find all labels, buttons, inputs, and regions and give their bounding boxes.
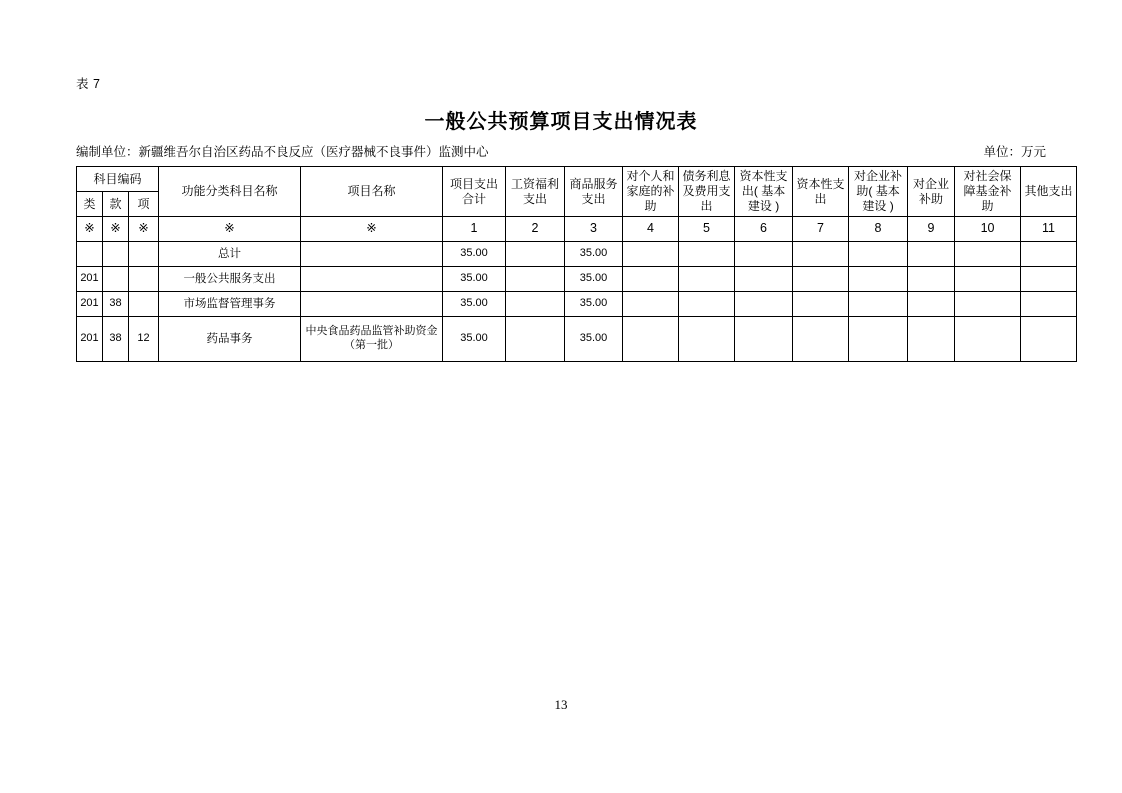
row-col-7 bbox=[793, 267, 849, 292]
page-title: 一般公共预算项目支出情况表 bbox=[424, 111, 698, 133]
row-col-4 bbox=[623, 292, 679, 317]
row-code-kuan bbox=[103, 267, 129, 292]
header-code-kuan: 款 bbox=[103, 192, 129, 217]
row-col-2 bbox=[506, 292, 565, 317]
header-col-11: 其他支出 bbox=[1021, 167, 1077, 217]
row-col-3: 35.00 bbox=[565, 242, 623, 267]
row-project-name bbox=[301, 267, 443, 292]
header-code-xiang: 项 bbox=[129, 192, 159, 217]
row-code-xiang: 12 bbox=[129, 317, 159, 362]
row-code-lei: 201 bbox=[77, 317, 103, 362]
row-col-11 bbox=[1021, 317, 1077, 362]
row-function-name: 市场监督管理事务 bbox=[159, 292, 301, 317]
header-code-lei: 类 bbox=[77, 192, 103, 217]
row-col-8 bbox=[849, 267, 908, 292]
row-code-kuan bbox=[103, 242, 129, 267]
row-col-5 bbox=[679, 267, 735, 292]
row-col-10 bbox=[955, 242, 1021, 267]
header-project-name: 项目名称 bbox=[301, 167, 443, 217]
row-col-4 bbox=[623, 317, 679, 362]
row-code-lei: 201 bbox=[77, 292, 103, 317]
row-col-7 bbox=[793, 317, 849, 362]
row-col-1: 35.00 bbox=[443, 317, 506, 362]
header-function-name: 功能分类科目名称 bbox=[159, 167, 301, 217]
row-function-name: 总计 bbox=[159, 242, 301, 267]
row-col-3: 35.00 bbox=[565, 317, 623, 362]
number-row-col-5: 5 bbox=[679, 217, 735, 242]
header-col-4: 对个人和家庭的补助 bbox=[623, 167, 679, 217]
row-col-10 bbox=[955, 317, 1021, 362]
number-row-col-10: 10 bbox=[955, 217, 1021, 242]
row-col-5 bbox=[679, 292, 735, 317]
row-code-xiang bbox=[129, 267, 159, 292]
header-col-8: 对企业补助( 基本建设 ) bbox=[849, 167, 908, 217]
number-row-project-name: ※ bbox=[301, 217, 443, 242]
row-col-9 bbox=[908, 242, 955, 267]
header-code-group: 科目编码 bbox=[77, 167, 159, 192]
row-col-4 bbox=[623, 267, 679, 292]
number-row-code-kuan: ※ bbox=[103, 217, 129, 242]
number-row-function-name: ※ bbox=[159, 217, 301, 242]
number-row-col-11: 11 bbox=[1021, 217, 1077, 242]
row-col-6 bbox=[735, 267, 793, 292]
row-col-3: 35.00 bbox=[565, 267, 623, 292]
header-col-7: 资本性支出 bbox=[793, 167, 849, 217]
table-row bbox=[77, 317, 1077, 362]
row-col-2 bbox=[506, 267, 565, 292]
row-col-6 bbox=[735, 242, 793, 267]
table-row bbox=[77, 267, 1077, 292]
number-row-col-8: 8 bbox=[849, 217, 908, 242]
row-col-6 bbox=[735, 292, 793, 317]
row-project-name bbox=[301, 292, 443, 317]
row-code-lei bbox=[77, 242, 103, 267]
number-row-col-6: 6 bbox=[735, 217, 793, 242]
number-row-col-2: 2 bbox=[506, 217, 565, 242]
row-project-name bbox=[301, 242, 443, 267]
row-col-9 bbox=[908, 317, 955, 362]
page-number: 13 bbox=[554, 697, 568, 712]
number-row-col-4: 4 bbox=[623, 217, 679, 242]
row-code-lei: 201 bbox=[77, 267, 103, 292]
number-row-col-9: 9 bbox=[908, 217, 955, 242]
row-col-2 bbox=[506, 242, 565, 267]
row-col-2 bbox=[506, 317, 565, 362]
table-number-row bbox=[77, 217, 1077, 242]
row-col-8 bbox=[849, 317, 908, 362]
row-col-10 bbox=[955, 292, 1021, 317]
row-function-name: 药品事务 bbox=[159, 317, 301, 362]
row-col-1: 35.00 bbox=[443, 267, 506, 292]
header-col-10: 对社会保障基金补助 bbox=[955, 167, 1021, 217]
number-row-code-xiang: ※ bbox=[129, 217, 159, 242]
number-row-col-1: 1 bbox=[443, 217, 506, 242]
meta-row bbox=[76, 142, 1046, 160]
number-row-col-3: 3 bbox=[565, 217, 623, 242]
table-header-row-1 bbox=[77, 167, 1077, 192]
row-col-8 bbox=[849, 242, 908, 267]
row-function-name: 一般公共服务支出 bbox=[159, 267, 301, 292]
number-row-col-7: 7 bbox=[793, 217, 849, 242]
row-col-3: 35.00 bbox=[565, 292, 623, 317]
row-code-xiang bbox=[129, 242, 159, 267]
header-col-5: 债务利息及费用支出 bbox=[679, 167, 735, 217]
unit-label: 单位：万元 bbox=[983, 145, 1046, 159]
row-col-1: 35.00 bbox=[443, 292, 506, 317]
row-code-kuan: 38 bbox=[103, 292, 129, 317]
table-row bbox=[77, 242, 1077, 267]
row-col-7 bbox=[793, 242, 849, 267]
row-col-9 bbox=[908, 292, 955, 317]
row-project-name: 中央食品药品监管补助资金（第一批） bbox=[301, 317, 443, 362]
row-col-7 bbox=[793, 292, 849, 317]
row-col-6 bbox=[735, 317, 793, 362]
row-col-8 bbox=[849, 292, 908, 317]
header-col-9: 对企业补助 bbox=[908, 167, 955, 217]
row-col-10 bbox=[955, 267, 1021, 292]
row-col-4 bbox=[623, 242, 679, 267]
sheet-label: 表 7 bbox=[76, 77, 101, 91]
preparing-unit-label: 编制单位：新疆维吾尔自治区药品不良反应（医疗器械不良事件）监测中心 bbox=[76, 145, 489, 159]
row-col-9 bbox=[908, 267, 955, 292]
budget-table bbox=[76, 166, 1077, 362]
row-code-kuan: 38 bbox=[103, 317, 129, 362]
row-col-11 bbox=[1021, 267, 1077, 292]
table-row bbox=[77, 292, 1077, 317]
row-col-5 bbox=[679, 242, 735, 267]
header-col-6: 资本性支出( 基本建设 ) bbox=[735, 167, 793, 217]
row-col-1: 35.00 bbox=[443, 242, 506, 267]
row-col-11 bbox=[1021, 292, 1077, 317]
header-col-2: 工资福利支出 bbox=[506, 167, 565, 217]
row-col-5 bbox=[679, 317, 735, 362]
header-col-3: 商品服务支出 bbox=[565, 167, 623, 217]
row-col-11 bbox=[1021, 242, 1077, 267]
number-row-code-lei: ※ bbox=[77, 217, 103, 242]
header-col-1: 项目支出合计 bbox=[443, 167, 506, 217]
row-code-xiang bbox=[129, 292, 159, 317]
